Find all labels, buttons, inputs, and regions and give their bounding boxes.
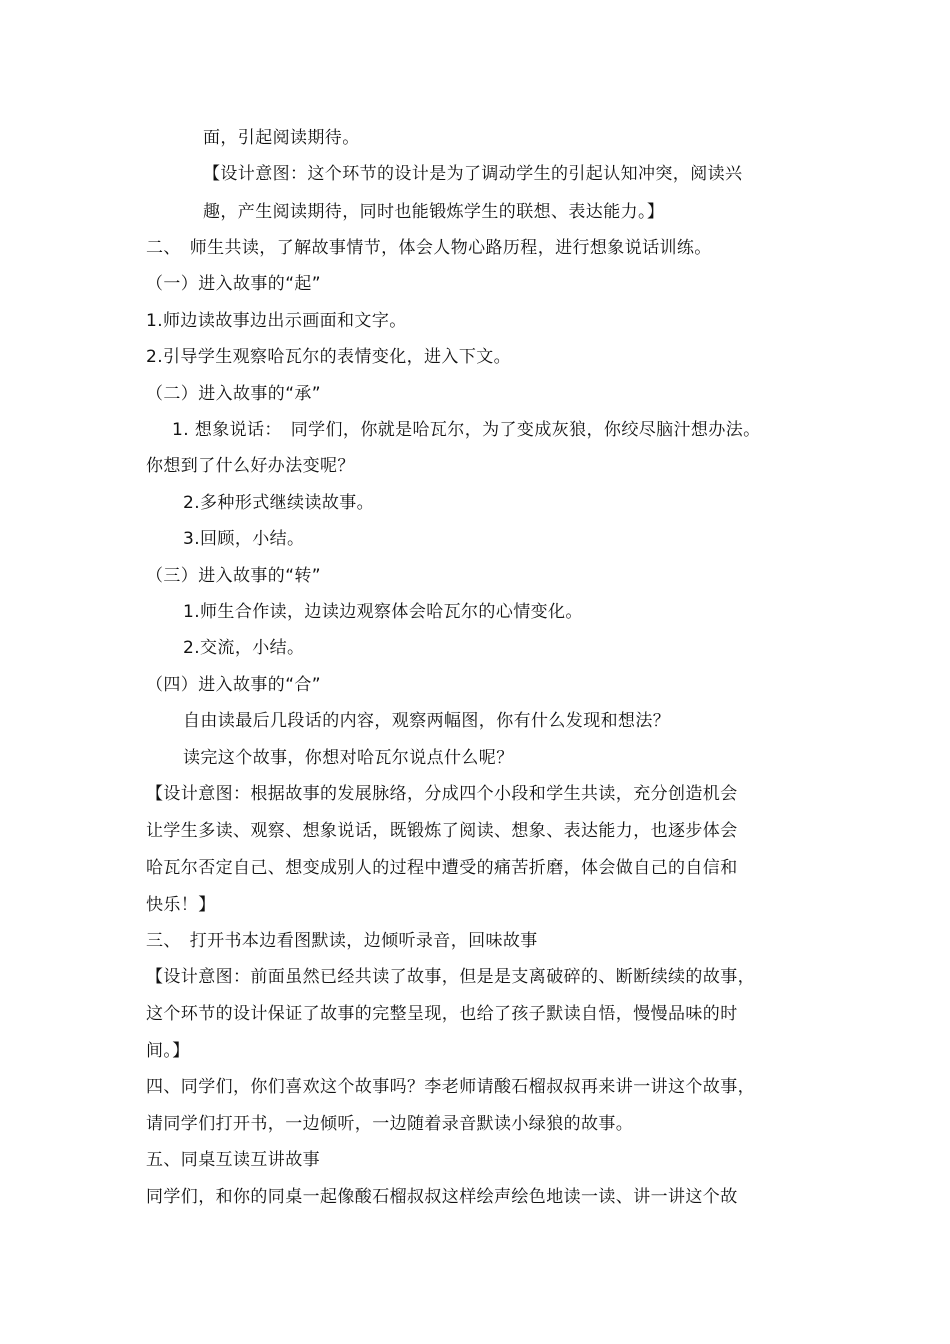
text-line: 2.多种形式继续读故事。 — [183, 493, 375, 513]
text-line: 趣，产生阅读期待，同时也能锻炼学生的联想、表达能力。】 — [203, 202, 665, 222]
text-line: 间。】 — [146, 1041, 190, 1061]
section-heading: 四、同学们，你们喜欢这个故事吗？李老师请酸石榴叔叔再来讲一讲这个故事， — [146, 1077, 755, 1097]
subsection-heading: （三）进入故事的“转” — [146, 566, 322, 586]
subsection-heading: （一）进入故事的“起” — [146, 274, 322, 294]
text-line: 【设计意图：前面虽然已经共读了故事，但是是支离破碎的、断断续续的故事， — [146, 967, 755, 987]
text-line: 请同学们打开书，一边倾听，一边随着录音默读小绿狼的故事。 — [146, 1114, 634, 1134]
text-line: 1.师生合作读，边读边观察体会哈瓦尔的心情变化。 — [183, 602, 583, 622]
text-line: 【设计意图：根据故事的发展脉络，分成四个小段和学生共读，充分创造机会 — [146, 784, 738, 804]
text-line: 3.回顾，小结。 — [183, 529, 305, 549]
text-line: 哈瓦尔否定自己、想变成别人的过程中遭受的痛苦折磨，体会做自己的自信和 — [146, 858, 738, 878]
text-line: 面，引起阅读期待。 — [203, 128, 360, 148]
text-line: 你想到了什么好办法变呢？ — [146, 456, 355, 476]
section-heading: 二、 师生共读，了解故事情节，体会人物心路历程，进行想象说话训练。 — [146, 238, 712, 258]
text-line: 1. 想象说话： 同学们，你就是哈瓦尔，为了变成灰狼，你绞尽脑汁想办法。 — [172, 420, 761, 440]
text-line: 2.交流，小结。 — [183, 638, 305, 658]
text-line: 1.师边读故事边出示画面和文字。 — [146, 311, 407, 331]
text-line: 这个环节的设计保证了故事的完整呈现，也给了孩子默读自悟，慢慢品味的时 — [146, 1004, 738, 1024]
text-line: 同学们，和你的同桌一起像酸石榴叔叔这样绘声绘色地读一读、讲一讲这个故 — [146, 1187, 738, 1207]
text-line: 让学生多读、观察、想象说话，既锻炼了阅读、想象、表达能力，也逐步体会 — [146, 821, 738, 841]
section-heading: 三、 打开书本边看图默读，边倾听录音，回味故事 — [146, 931, 538, 951]
subsection-heading: （四）进入故事的“合” — [146, 675, 322, 695]
text-line: 2.引导学生观察哈瓦尔的表情变化，进入下文。 — [146, 347, 512, 367]
text-line: 【设计意图：这个环节的设计是为了调动学生的引起认知冲突，阅读兴 — [203, 164, 743, 184]
text-line: 自由读最后几段话的内容，观察两幅图，你有什么发现和想法？ — [183, 711, 671, 731]
text-line: 读完这个故事，你想对哈瓦尔说点什么呢？ — [183, 748, 514, 768]
section-heading: 五、同桌互读互讲故事 — [146, 1150, 320, 1170]
text-line: 快乐！】 — [146, 895, 216, 915]
subsection-heading: （二）进入故事的“承” — [146, 384, 322, 404]
